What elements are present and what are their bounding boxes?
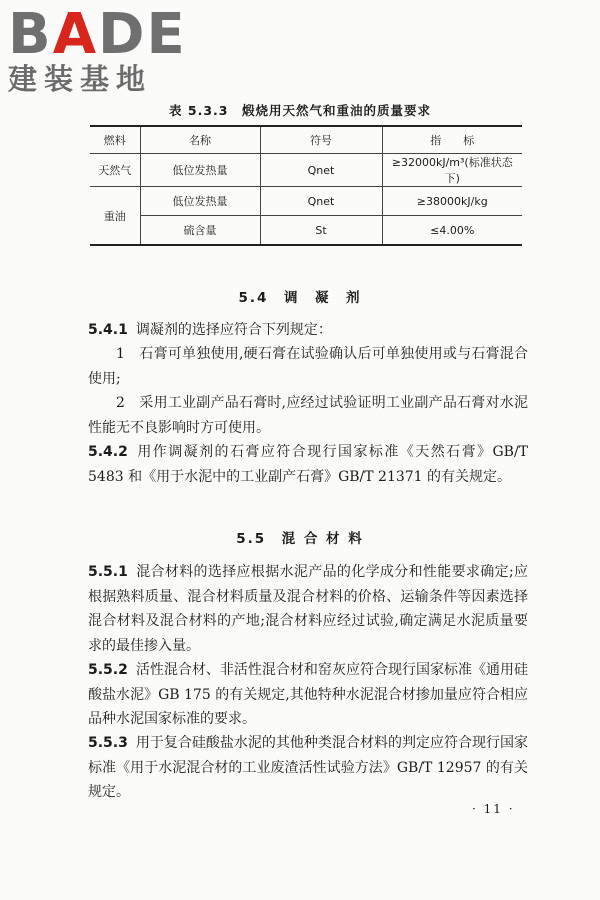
header-symbol: 符号 bbox=[260, 126, 382, 154]
fuel-quality-table bbox=[90, 125, 522, 246]
cell-spec: ≤4.00% bbox=[382, 216, 522, 246]
cell-symbol: Qnet bbox=[260, 187, 382, 216]
clause-number: 5.4.1 bbox=[88, 322, 128, 338]
table-header-row bbox=[90, 126, 522, 154]
cell-fuel: 重油 bbox=[90, 187, 140, 246]
section-title-5-4: 5.4 调 凝 剂 bbox=[238, 290, 362, 306]
clause-text: 调凝剂的选择应符合下列规定： bbox=[135, 322, 332, 338]
header-spec: 指 标 bbox=[382, 126, 522, 154]
section-title-5-5: 5.5 混 合 材 料 bbox=[236, 531, 364, 547]
header-name: 名称 bbox=[140, 126, 260, 154]
cell-spec: ≥32000kJ/m³(标准状态下) bbox=[382, 154, 522, 187]
cell-fuel: 天然气 bbox=[90, 154, 140, 187]
clause-text: 用作调凝剂的石膏应符合现行国家标准《天然石膏》GB/T 5483 和《用于水泥中的工业副产石膏》GB/T 21371 的有关规定。 bbox=[88, 444, 528, 485]
clause-number: 5.5.2 bbox=[88, 662, 128, 678]
cell-name: 低位发热量 bbox=[140, 187, 260, 216]
clause-5-4-2 bbox=[88, 440, 528, 489]
cell-name: 低位发热量 bbox=[140, 154, 260, 187]
table-title: 表 5.3.3 煅烧用天然气和重油的质量要求 bbox=[169, 103, 431, 118]
clause-text: 混合材料的选择应根据水泥产品的化学成分和性能要求确定;应根据熟料质量、混合材料质量及混合材料的价格、运输条件等因素选择混合材料及混合材料的产地;混合材料应经过试验,确定满足水泥质量要求的最佳掺入量。 bbox=[88, 564, 528, 654]
cell-symbol: St bbox=[260, 216, 382, 246]
cell-symbol: Qnet bbox=[260, 154, 382, 187]
clause-5-5-3 bbox=[88, 731, 528, 805]
logo-subtitle: 建装基地 bbox=[8, 62, 153, 96]
clause-text: 用于复合硅酸盐水泥的其他种类混合材料的判定应符合现行国家标准《用于水泥混合材的工业废渣活性试验方法》GB/T 12957 的有关规定。 bbox=[88, 735, 528, 800]
clause-5-4-1-item-1: 1 石膏可单独使用,硬石膏在试验确认后可单独使用或与石膏混合使用; bbox=[88, 346, 528, 387]
page-number: · 11 · bbox=[472, 802, 515, 816]
table-row bbox=[90, 187, 522, 216]
clause-number: 5.5.3 bbox=[88, 735, 128, 751]
clause-5-4-1 bbox=[88, 318, 528, 343]
clause-text: 活性混合材、非活性混合材和窑灰应符合现行国家标准《通用硅酸盐水泥》GB 175 的有关规定,其他特种水泥混合材掺加量应符合相应品种水泥国家标准的要求。 bbox=[88, 662, 528, 727]
clause-5-5-2 bbox=[88, 658, 528, 732]
clause-number: 5.5.1 bbox=[88, 564, 128, 580]
clause-5-5-1 bbox=[88, 560, 528, 658]
logo-wordmark: BADE bbox=[8, 2, 187, 67]
bade-logo bbox=[8, 2, 187, 96]
table-row bbox=[90, 154, 522, 187]
cell-name: 硫含量 bbox=[140, 216, 260, 246]
clause-number: 5.4.2 bbox=[88, 444, 128, 460]
table-row bbox=[90, 216, 522, 246]
header-fuel: 燃料 bbox=[90, 126, 140, 154]
clause-5-4-1-item-2: 2 采用工业副产品石膏时,应经过试验证明工业副产品石膏对水泥性能无不良影响时方可使用。 bbox=[88, 395, 528, 436]
cell-spec: ≥38000kJ/kg bbox=[382, 187, 522, 216]
